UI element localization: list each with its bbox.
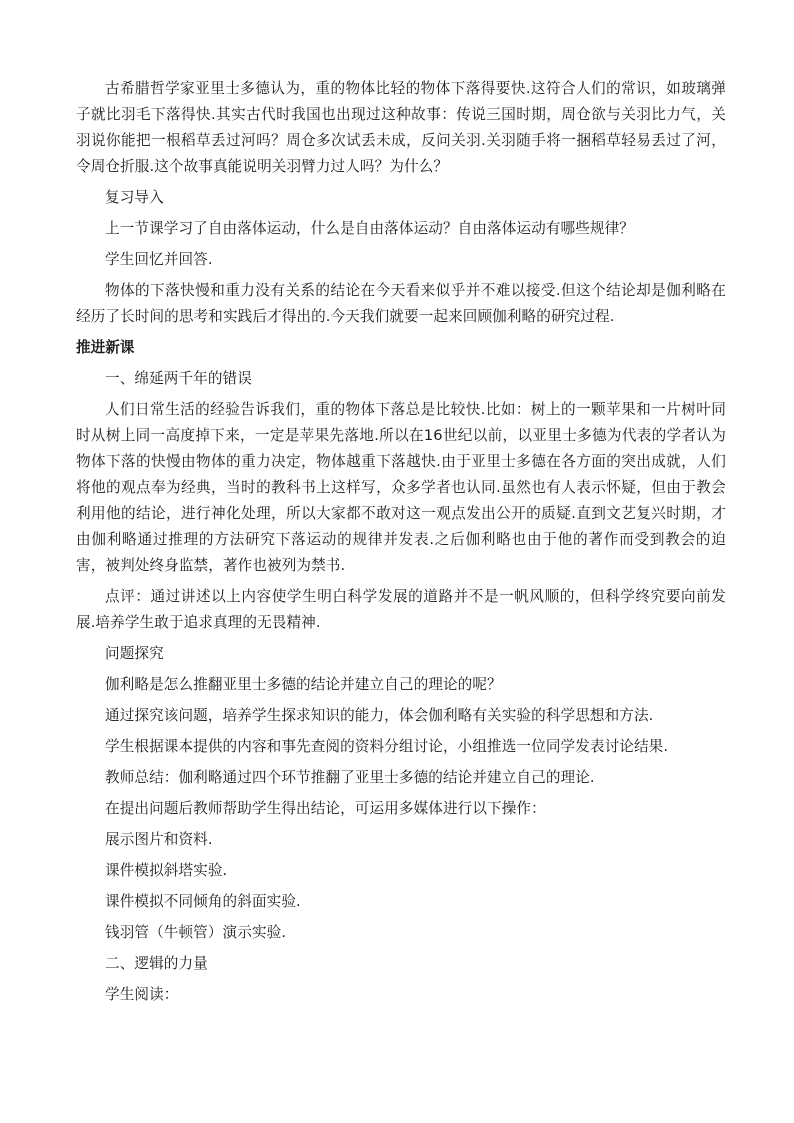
list-item: 钱羽管（牛顿管）演示实验.	[105, 924, 287, 941]
document-page	[76, 76, 726, 1013]
list-item: 课件模拟不同倾角的斜面实验.	[105, 893, 301, 910]
review-question: 上一节课学习了自由落体运动，什么是自由落体运动？自由落体运动有哪些规律？	[105, 220, 634, 237]
section-review-intro: 复习导入	[105, 189, 164, 206]
transition-paragraph: 物体的下落快慢和重力没有关系的结论在今天看来似乎并不难以接受.但这个结论却是伽利略在经历了长时间的思考和实践后才得出的.今天我们就要一起来回顾伽利略的研究过程.	[76, 282, 726, 325]
history-paragraph: 人们日常生活的经验告诉我们，重的物体下落总是比较快.比如：树上的一颗苹果和一片树叶同时从树上同一高度掉下来，一定是苹果先落地.所以在16世纪以前，以亚里士多德为代表的学者认为物体下落的快慢由物体的重力决定，物体越重下落越快.由于亚里士多德在各方面的突出成就，人们将他的观点奉为经典，当时的教科书上这样写，众多学者也认同.虽然也有人表示怀疑，但由于教会利用他的结论，进行神化处理，所以大家都不敢对这一观点发出公开的质疑.直到文艺复兴时期，才由伽利略通过推理的方法研究下落运动的规律并发表.之后伽利略也由于他的著作而受到教会的迫害，被判处终身监禁，著作也被列为禁书.	[76, 401, 726, 574]
student-response: 学生回忆并回答.	[105, 251, 213, 268]
student-reading: 学生阅读：	[105, 986, 179, 1003]
intro-paragraph: 古希腊哲学家亚里士多德认为，重的物体比轻的物体下落得要快.这符合人们的常识，如玻璃弹子就比羽毛下落得快.其实古代时我国也出现过这种故事：传说三国时期，周仓欲与关羽比力气，关羽说你能把一根稻草丢过河吗？周仓多次试丢未成，反问关羽.关羽随手将一捆稻草轻易丢过了河，令周仓折服.这个故事真能说明关羽臂力过人吗？为什么？	[76, 80, 726, 175]
section-problem-inquiry: 问题探究	[105, 645, 164, 662]
group-discussion: 学生根据课本提供的内容和事先查阅的资料分组讨论，小组推选一位同学发表讨论结果.	[105, 738, 669, 755]
section-heading-new-lesson: 推进新课	[76, 339, 135, 356]
teacher-summary: 教师总结：伽利略通过四个环节推翻了亚里士多德的结论并建立自己的理论.	[105, 769, 595, 786]
list-item: 课件模拟斜塔实验.	[105, 862, 228, 879]
inquiry-question: 伽利略是怎么推翻亚里士多德的结论并建立自己的理论的呢？	[105, 676, 502, 693]
list-item: 展示图片和资料.	[105, 831, 213, 848]
subsection-heading-logic: 二、逻辑的力量	[105, 955, 208, 972]
multimedia-intro: 在提出问题后教师帮助学生得出结论，可运用多媒体进行以下操作：	[105, 800, 546, 817]
inquiry-goal: 通过探究该问题，培养学生探求知识的能力，体会伽利略有关实验的科学思想和方法.	[105, 707, 654, 724]
comment-paragraph: 点评：通过讲述以上内容使学生明白科学发展的道路并不是一帆风顺的，但科学终究要向前发展.培养学生敢于追求真理的无畏精神.	[76, 588, 726, 631]
subsection-heading-error: 一、绵延两千年的错误	[105, 370, 252, 387]
